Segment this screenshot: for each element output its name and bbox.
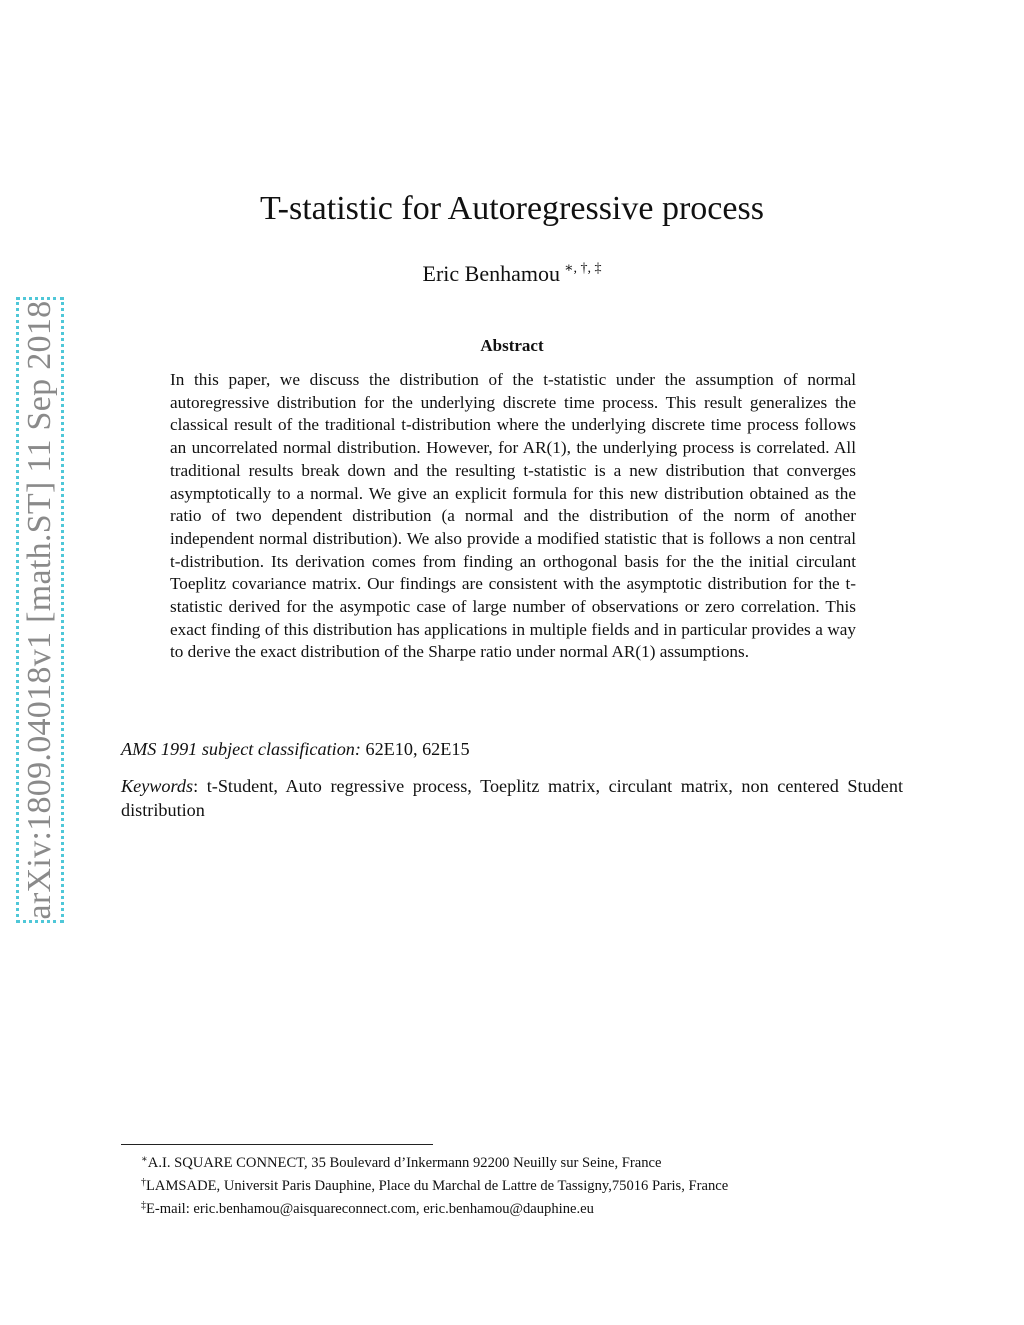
footnote-mark: ∗ [141,1154,148,1165]
footnote-affiliation-1 [141,1150,901,1173]
arxiv-sidebar-stamp [16,297,64,923]
footnote-text: LAMSADE, Universit Paris Dauphine, Place du Marchal de Lattre de Tassigny,75016 Paris, France [146,1178,729,1194]
keywords-label: Keywords [121,776,194,796]
arxiv-identifier: arXiv:1809.04018v1 [math.ST] 11 Sep 2018 [21,300,58,920]
footnote-text: E-mail: eric.benhamou@aisquareconnect.com, eric.benhamou@dauphine.eu [146,1201,594,1217]
abstract-text: In this paper, we discuss the distribution of the t-statistic under the assumption of normal autoregressive distribution for the underlying discrete time process. This result generalizes the classical result of the traditional t-distribution where the underlying discrete time process follows an uncorrelated normal distribution. However, for AR(1), the underlying process is correlated. All traditional results break down and the resulting t-statistic is a new distribution that converges asymptotically to a normal. We give an explicit formula for this new distribution obtained as the ratio of two dependent distribution (a normal and the distribution of the norm of another independent normal distribution). We also provide a modified statistic that is follows a non central t-distribution. Its derivation comes from finding an orthogonal basis for the the initial circulant Toeplitz covariance matrix. Our findings are consistent with the asymptotic distribution for the t-statistic derived for the asympotic case of large number of observations or zero correlation. This exact finding of this distribution has applications in multiple fields and in particular provides a way to derive the exact distribution of the Sharpe ratio under normal AR(1) assumptions. [170,370,856,662]
footnote-email [141,1196,901,1219]
footnote-text: A.I. SQUARE CONNECT, 35 Boulevard d’Inkermann 92200 Neuilly sur Seine, France [147,1155,662,1171]
footnote-affiliation-2 [141,1173,901,1196]
ams-classification-codes: 62E10, 62E15 [365,739,470,759]
keywords [121,774,903,822]
author-name: Eric Benhamou [422,261,560,286]
keywords-list: : t-Student, Auto regressive process, Toeplitz matrix, circulant matrix, non centered Student distribution [121,776,903,820]
paper-title: T-statistic for Autoregressive process [260,190,764,227]
abstract-heading: Abstract [480,336,544,355]
footnote-mark: ‡ [141,1200,146,1211]
footnote-mark: † [141,1177,146,1188]
ams-classification-label: AMS 1991 subject classification: [121,739,361,759]
footnotes [141,1150,901,1219]
ams-classification [121,739,921,760]
footnote-divider [121,1144,433,1145]
author-line [0,260,1024,287]
author-affiliation-marks: ∗, †, ‡ [563,261,602,276]
